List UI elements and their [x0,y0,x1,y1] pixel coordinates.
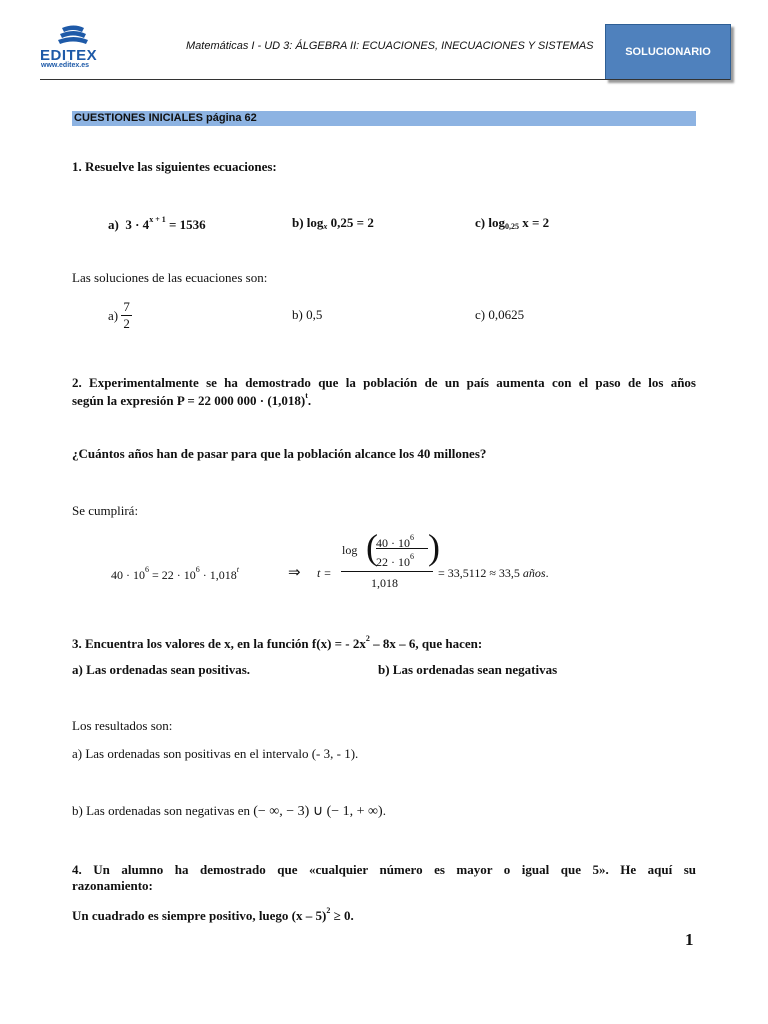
q1-b-label: b) log [292,215,324,230]
q2-eq-exp-t: t [236,565,239,574]
q2-t-equals: t = [317,566,332,580]
q2-result-end: . [545,566,549,580]
q1-b-sub: x [323,222,328,231]
header-divider [40,79,730,80]
q4-line2: razonamiento: [72,878,153,893]
q1-a-exp: x + 1 [149,215,166,224]
q2-prompt-expr: según la expresión P = 22 000 000 · (1,018) [72,393,306,408]
q3-a: a) Las ordenadas sean positivas. [72,662,251,677]
q1-c-label: c) log [475,215,505,230]
q1-a-base: 3 · 4 [125,217,150,232]
q1-c-rhs: x = 2 [522,215,550,230]
q1-sol-b: b) 0,5 [292,307,323,322]
q2-inner-bar [376,548,428,549]
q1-eq-c [475,215,549,231]
q3-b: b) Las ordenadas sean negativas [378,662,558,677]
q2-intro: Se cumplirá: [72,503,139,518]
q2-paren-open: ( [366,527,378,567]
q2-log: log [342,543,358,557]
brand-name: EDITEX [40,47,98,64]
q1-a-label: a) [108,217,119,232]
solucionario-tab: SOLUCIONARIO [605,24,731,80]
q1-a-rhs: = 1536 [169,217,206,232]
q2-prompt-line2 [72,391,311,409]
q2-prompt-line1: 2. Experimentalmente se ha demostrado que la población de un país aumenta con el paso de los años [72,375,696,390]
q2-inner-num-exp: 6 [410,533,414,542]
q3-result-b [72,803,386,820]
q1-b-rhs: 0,25 = 2 [330,215,374,230]
q1-prompt: 1. Resuelve las siguientes ecuaciones: [72,159,277,174]
q2-result [438,566,549,581]
q2-eq-tail: · 1,018 [202,568,237,582]
q1-eq-a [108,215,206,233]
brand-url: www.editex.es [41,62,89,69]
q3-result-b-math: (− ∞, − 3) ∪ (− 1, + ∞) [253,804,383,819]
q2-prompt-end: . [307,393,312,408]
q1-sol-a-den: 2 [123,316,130,331]
q2-result-unit: años [522,566,546,580]
section-title: CUESTIONES INICIALES página 62 [74,112,257,124]
q2-eq-lhs: 40 · 10 [111,568,145,582]
q1-sol-a-label: a) [108,307,119,323]
q4-line3-pre: Un cuadrado es siempre positivo, luego (x – 5) [72,908,327,923]
q4-line3 [72,906,354,924]
q1-c-sub: 0,25 [504,222,519,231]
q2-paren-close: ) [428,527,440,567]
q1-sol-c: c) 0,0625 [475,307,525,322]
header-title: Matemáticas I - UD 3: ÁLGEBRA II: ECUACIONES, INECUACIONES Y SISTEMAS [186,40,594,52]
page-number: 1 [685,930,694,949]
q1-sol-a [108,299,132,332]
q2-prompt-exp: t [305,391,308,400]
q4-line3-exp: 2 [326,906,331,915]
q2-eq-exp6b: 6 [195,565,200,574]
q3-prompt-post: – 8x – 6, que hacen: [373,636,483,651]
q2-inner-den-exp: 6 [410,552,414,561]
q2-inner-den-text: 22 · 10 [376,555,410,569]
q1-solutions-intro: Las soluciones de las ecuaciones son: [72,270,268,285]
q2-outer-den: 1,018 [371,576,398,590]
q3-result-a: a) Las ordenadas son positivas en el intervalo (- 3, - 1). [72,746,359,761]
q2-inner-num-text: 40 · 10 [376,536,410,550]
q1-sol-a-num: 7 [123,299,130,314]
q3-result-b-end: . [382,803,386,818]
q2-result-value: = 33,5112 ≈ 33,5 [438,566,520,580]
q3-result-b-pre: b) Las ordenadas son negativas en [72,803,250,818]
q3-prompt [72,634,482,652]
q4-line1: 4. Un alumno ha demostrado que «cualquier número es mayor o igual que 5». He aquí su [72,862,696,877]
q2-question: ¿Cuántos años han de pasar para que la población alcance los 40 millones? [72,446,487,461]
q2-eq-mid: = 22 · 10 [152,568,196,582]
q3-prompt-pre: 3. Encuentra los valores de x, en la función f(x) = - 2x [72,636,366,651]
q2-inner-den [376,552,414,570]
q4-line3-post: ≥ 0. [333,908,354,923]
q2-eq-exp6a: 6 [145,565,149,574]
q2-outer-bar [341,571,433,572]
q3-results-intro: Los resultados son: [72,718,173,733]
q1-sol-a-fraction [121,299,132,332]
q1-eq-b [292,215,374,231]
q3-prompt-exp: 2 [365,634,370,643]
q2-equation-lhs [111,565,239,583]
implies-arrow: ⇒ [288,565,301,581]
